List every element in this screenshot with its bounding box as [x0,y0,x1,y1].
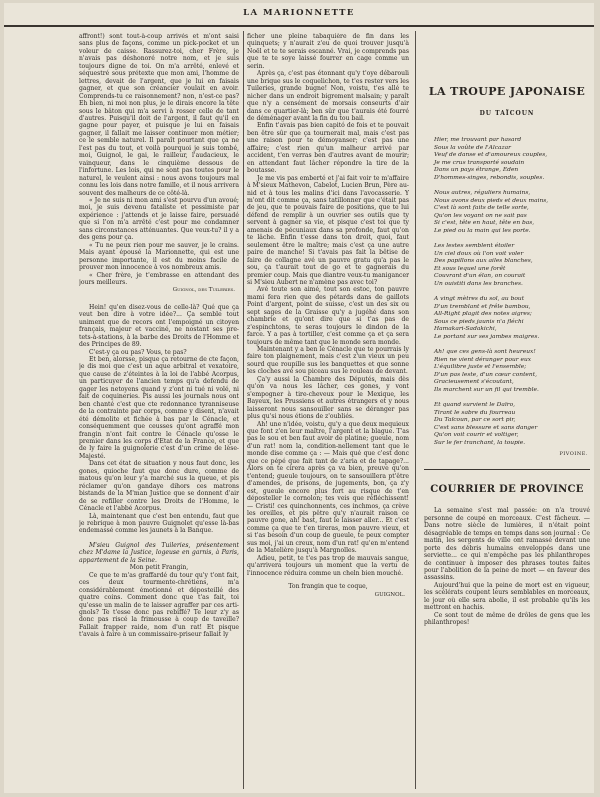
column-3 [424,33,590,788]
poem-line: Sous la voûte de l'Alcazar [434,144,511,151]
column-rule [243,31,244,789]
poem-line: Les lestes semblent étoiler [434,243,515,250]
masthead [4,3,594,27]
section-divider [424,469,590,470]
column-1 [79,33,239,788]
paragraph: « Cher frère, je t'embrasse en attendant des jours meilleurs. [79,271,239,286]
poem-line: Gracieusement s'écoutant, [434,379,514,386]
column-2 [247,33,409,788]
byline: GUIGNOL. [374,591,405,598]
poem-line: C'est sans blessure et sans danger [434,424,538,431]
poem-line: Le pied ou la main qui les porte. [434,227,531,234]
paragraph: Et ben, alorsse, pisque ça retourne de cte façon, je dis moi que c'est un aque arbitral et vexatoire, que cause de z'éteintes à la loi de l'abbé Acorpus, un particuyer de l'ancien temps qu'a defendu de gager les netoyens quand y z'ont ni tué ni volé, ni fait de coquineries. Pis aussi les journals nous ont ben chanté c'est que cte redonnance tyranniseuse de la contrainte par corps, comme y disent, n'avait été démolite et fichée à bas par le Cénacle, et conséquemment que ceusses qu'ont agraffé mon frangin n'ont fait contre le Cénacle qu'osse le premier dans les corps d'Etat de la France, et que de ly faire la guignolerie c'est d'un crime de lèse-Majesté. [79,356,239,460]
paragraph: « Je ne suis ni mon ami s'est pourvu d'un avoué; moi, je suis devenu fataliste et pessimiste par expérience : j'attends et je laisse faire, persuadé que si l'on m'a arrêté c'est pour me condamner sans circonstances atténuantes. Que veux-tu? il y a des gens pour ça. [79,196,239,242]
poem-line: D'un tremblant et frêle bambou, [434,303,531,310]
poem-stanza [424,243,590,288]
poem-line: Qu'on voit courir et voltiger, [434,432,519,439]
salutation: Mon petit Frangin, [129,564,189,572]
poem-stanza [424,402,590,447]
poem-line: D'hommes-singes, rebondis, souples. [434,174,545,181]
poem-line: Si c'est, tête en haut, tête en bas, [434,220,535,227]
poem [424,137,590,447]
paragraph: Aujourd'hui que la peine de mort est en vigueur, les scélérats coupent leurs semblables en morceaux, le jour où elle sera abolie, il est probable qu'ils les mettront en hachis. [424,581,590,612]
paragraph: « Tu ne peux rien pour me sauver, je le crains. Mais ayant épousé la Marionnette, qui est une personne importante, il est du moins facile de prouver mon innocence à vos nombreux amis. [79,241,239,272]
poem-line: Nous autres, réguliers humains, [434,190,531,197]
poem-line: Du Taïcoun, par ce sort pir, [434,417,516,424]
paragraph: Maintenant y a ben le Cénacle que te pourrais ly faire ton plaignement, mais c'est z'un vieux un peu sourd que roupille sus les banquettes et que sonne les cloches avé sou piceau sus le rouleau de devant. [247,346,409,376]
paragraph: C'est-y ça ou pas? Vous, te pas? [89,348,187,356]
poem-stanza [424,349,590,394]
paragraph: Hein! qu'en disez-vous de celle-là? Qué que ça veut ben dire à votre idée?... Ça semble tout uniment que de recors ont l'empoigné un citoyen français, majeur et vacciné, ne nostant ses pre-tets-à-stations, à la barbe des Droits de l'Homme et des Principes de 89. [79,303,239,349]
poem-line: Des papillons aux ailes blanches, [434,258,533,265]
poem-line: Hier, me trouvant par hasard [434,137,522,144]
poem-line: Sous ce pieds jaunis n'a fléchi [434,318,524,325]
poem-line: A vingt mètres du sol, au bout [434,296,525,303]
paragraph: La semaine s'est mal passée: on n'a trouvé personne de coupé en morceaux. C'est fâcheux. — Dans notre siècle de lumières, il n'était point désagréable de temps en temps dans son journal : Ce matin, les sergents de ville ont ramassé devant une porte des débris humains enveloppés dans une serviette... ce qui n'empêche pas les philanthropes de continuer à imposer des phrases toutes faites pour l'abolition de la peine de mort — en faveur des assassins. [424,507,590,582]
poem-line: Et quand survient le Daïro, [434,402,516,409]
poem-line: Dans un pays étrange, Eden [434,167,519,174]
byline: Guignol, des Tuileries. [172,287,235,294]
poem-stanza [424,137,590,182]
poem-line: Hamakari-Sadakichi, [434,326,497,333]
paragraph: Avé toute son aimé, tout son estoc, ton pauvre mami fera rien que des pétards dans de gaillots Point d'argent, point de suisse, c'est un des six ou sept sages de la Graisse qu'y a jugéhé dans son chambrie et qu'ont dire que si t'as pas de z'espinchtons, te seras toujours le dindon de la farce. Y a pas à tortiller, c'est comme ça et ça sera toujours de même tant que le monde sera monde. [247,286,409,346]
closing-line: Ton frangin que te coque, [288,583,368,591]
poem-line: Couvrant d'un élan, on courait [434,273,526,280]
paragraph: Adieu, petit, te t'es pas trop de mauvais sangue, qu'arrivera toujours un moment que la vertu de l'innocence réduira comme un cheln bien mouché. [247,554,409,577]
masthead-title: LA MARIONNETTE [243,8,355,18]
poem-line: Et sous lequel une forêt [434,265,506,272]
poem-line: Qu'on les voyant on ne sait pas [434,212,527,219]
poem-stanza [424,190,590,235]
poem-line: L'équilibre juste et l'ensemble; [434,364,527,371]
poem-line: Rien ne vient déranger pour eux [434,356,532,363]
poem-line: Un ciel doux où l'on voit voler [434,250,524,257]
poem-line: Tirant le sabre du fourreau [434,409,516,416]
poem-line: Je me crus transporté soudain [434,159,525,166]
paragraph: Ce sont tout de même de drôles de gens que les philanthropes! [424,611,590,627]
poem-line: Nous avons deux pieds et deux mains, [434,197,549,204]
paragraph: Après ça, c'est pas étonnant qu'y t'oye débarouli une brique sus le coquelichon, te t'es rester vers les Tuileries, grande bugne! Non, voistu, t'es allé te nicher dans un endroit bigrement malsain; y paraît que n'y a censément de morsais conseurts d'air dans ce quartier-là; ben sûr que t'aurais été fourré de déménager avant la fin du tou bail. [247,70,409,122]
paragraph: Là, maintenant que c'est ben entendu, faut que je rebrique à mon pauvre Guignolet qu'esse là-bas endemassé comme les jaunets à la Banque. [79,512,239,535]
poem-line: Un ouistiti dans les branches. [434,280,523,287]
paragraph: affront!) sont tout-à-coup arrivés et m'ont saisi sans plus de façons, comme un pick-pocket et un voleur de caisse. Rassurez-toi, cher Frère, je n'avais pas déshonoré notre nom, et je suis toujours digne de toi. On m'a arrêté, enlevé et séquestré sous prétexte que mon ami, l'homme de lettres, devait de l'argent, que je lui en faisais gagner, et que son créancier voulait en avoir. Comprends-tu ce raisonnement? non, n'est-ce pas? Eh bien, ni moi non plus, je le dirais encore la tête sous le bâton qui m'a servi à rosser celle de tant d'autres. Puisqu'il doit de l'argent, il faut qu'il en gagne pour payer, et puisque je lui en faisais gagner, il fallait me laisser continuer mon métier; ce le semble naturel. Il paraît pourtant que ça ne l'est pas du tout, et voilà pourquoi je suis tombé, moi, Guignol, le gai, le railleur, l'audacieux, le vainqueur, dans le cinquième dessous de l'infortune. Les lois, qui ne sont pas toutes pour le naturel, le veulent ainsi : nous avons toujours mal connu les lois dans notre famille, et il nous arrivera souvent des malheurs de ce côté-là. [79,33,239,197]
poem-line: C'est là sont faits de telle sorte, [434,205,529,212]
paragraph: Ça'y aussi la Chambre des Députés, mais dès qu'on va nous les lâcher, ces gones, y vont s'empogner à tire-cheveux pour le Mexique, les Bayeux, les Prussiens et autres étrangers et y nous laisseront nous sansouiller sans se déranger pas plus qu'si nous étions de z'oubliés. [247,375,409,421]
poem-signature: PIVOINE. [559,451,588,458]
poem-line: Ils marchent sur un fil qui tremble. [434,386,539,393]
column-rule [415,31,416,789]
poem-line: Ah! que ces gens-là sont heureux! [434,349,536,356]
poem-line: Le portant sur ses jambes maigres. [434,333,540,340]
poem-line: Sur le fer tranchant, la toupie. [434,439,526,446]
poem-line: All-Right plagit des notes aigres; [434,311,532,318]
poem-line: Veuf de danse et d'amoureux couples, [434,152,548,159]
paragraph: Ah! une n'idée, voistu, qu'y a que deux mequieux que font z'en leur maître, l'argent et la blague. T'as pas le sou et ben faut avoir de platine; gueule, nom d'un rat! nom la, condition-nellement tant que le monde dise comme ça : — Mais qué que c'est donc que ce pépé que fait tant de z'aria et de tapage?... Alors on te cirera après ça va bien, preuve qu'on t'entend; gueule toujours, on te sansouillera pt'être d'amendes, de prisons, de jugements, bon, ça z'y est, gueule encore plus fort au risque de t'en déposteller le cornolon; tes veis que réfléchissent! — Cristi! ces quinchonnents, ces inchmos, ça crève les oreilles, et pis pêtre qu'y n'aurait raison ce pauvre gone, ah! bast, faut le laisser aller... Et c'est comme ça que te t'en tireras, mon pauvre vieux, et si t'as besoin d'un coup de gueule, te peux compter sus moi, j'ai un creux, nom d'un rat! qu'en m'entend de la Matelière jusqu'à Margnolles. [247,420,409,555]
poem-heading-main: LA TROUPE JAPONAISE [428,85,586,98]
poem-heading [424,85,590,98]
poem-line: D'un pas leste, d'un cœur content, [434,371,537,378]
address-line: M'sieu Guignol des Tuileries, présentement chez M'dame la Justice, logeuse en garnis, à Paris, appartement de la Seine. [79,541,239,564]
paragraph: Ce que te m'as graffardé du tour qu'y t'ont fait, ces deux tourmente-chrétiens, m'a considérablement émotionné et déposteillé des quatre coins. Comment donc que t'as fait, toi qu'esse un malin de te laisser agraffer par ces arti-gnols? Te t'esse donc pas rebiffé? Te leur z'y as donc pas riscé la frimousse à coup de taveille? Fallait frapper raide, nom d'un rat! Et pisque t'avais à faire à un commissaire-priseur fallait ly [79,571,239,639]
paragraph: ficher une pleine tabaquière de fin dans les quinquets; y n'aurait z'eu de quoi trouver jusqu'à Noël et te te serais escanné. Vrai, je comprends pas que te te soye laissé fourrer en cage comme un serin. [247,33,409,70]
section-heading: COURRIER DE PROVINCE [430,483,584,495]
poem-subheading: DU TAÏCOUN [479,110,535,117]
paragraph: Dans cet état de situation y nous faut donc, les gones, quioche faut que donc dure, comme de matous qu'on leur y'a marché sus la queue, et pis réclamer qu'on gandaye dihors ces matrons bistands de la M'man Justice que se donnent d'air de se refiller contre les Droits de l'Homme, le Cénacle et l'abbé Acorpus. [79,460,239,513]
paragraph: Je me vis pas emberté et j'ai fait voir te m'affaire à M'sieux Mathevon, Cabelot, Lucien Brun, Père au-nid et à tous les malins d'ici dans l'avocasserie. Y m'ont dit comme ça, sans tatillonner que c'était pas de jeu, que te pouvais faire de positions, que te lui défend de remplir à un ouvrier ses outils que ty servent à gagner sa vie, et pisque c'est toi que ty amenais de pécuniaux dans sa profonde, faut qu'on te lâche. Enfin t'esse dans ton droit, quoi, faut seulement être le maître; mais c'est ça une autre paire de manche! Si t'avais pas fait la bêtise de faire de collagne avé un pauvre gratu qu'a pas le sou, ça t'aurait tout de go et te gagnerais du premier coup. Mais que diantre veux-tu manigancer si M'sieu Aubert ne n'amène pas avec toi? [247,174,409,286]
newspaper-page [4,3,594,793]
paragraph: Enfin t'avais pas bien capitó de fois et te pouvait ben être sûr que ça tournerait mal, mais c'est pas une raison pour te démoyanser; c'est pas une affaire; c'est rien qu'un malheur arrivé par accident, t'en verras ben d'autres avant de mourir; en attendant faut lâcher répondre la tire de la boutasse. [247,122,409,175]
poem-stanza [424,296,590,341]
